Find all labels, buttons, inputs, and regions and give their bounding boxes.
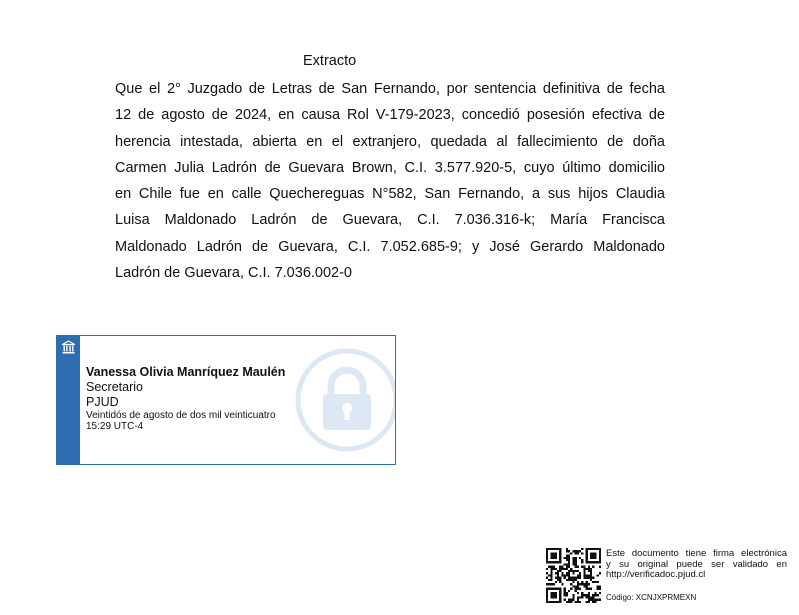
document-body	[115, 76, 665, 286]
verification-url[interactable]: http://verificadoc.pjud.cl	[606, 569, 706, 580]
electronic-signature-box	[56, 335, 396, 465]
signature-details	[86, 365, 386, 432]
verification-note-line: Este documento tiene firma electrónica	[606, 548, 787, 559]
qr-code-icon[interactable]	[546, 548, 601, 603]
signature-date: Veintidós de agosto de dos mil veinticuatro	[86, 410, 276, 421]
verification-note-line: y su original puede ser validado en	[606, 558, 787, 570]
signer-name: Vanessa Olivia Manríquez Maulén	[86, 365, 286, 379]
courthouse-icon	[61, 340, 76, 355]
signer-role: Secretario	[86, 380, 143, 394]
body-line: Ladrón de Guevara, C.I. 7.036.002-0	[115, 265, 352, 282]
body-line: 12 de agosto de 2024, en causa Rol V-179-2023, concedió posesión efectiva de	[115, 107, 665, 124]
body-line: en Chile fue en calle Quechereguas N°582, San Fernando, a sus hijos Claudia	[115, 186, 665, 203]
verification-code: Código: XCNJXPRMEXN	[606, 593, 697, 602]
signer-organization: PJUD	[86, 395, 119, 409]
document-title: Extracto	[303, 53, 357, 69]
signature-time: 15:29 UTC-4	[86, 421, 144, 432]
body-line: Luisa Maldonado Ladrón de Guevara, C.I. 7.036.316-k; María Francisca	[115, 212, 665, 229]
body-line: Carmen Julia Ladrón de Guevara Brown, C.I. 3.577.920-5, cuyo último domicilio	[115, 159, 665, 176]
signature-side-bar	[57, 336, 80, 464]
body-line: Maldonado Ladrón de Guevara, C.I. 7.052.685-9; y José Gerardo Maldonado	[115, 238, 665, 255]
verification-note	[606, 549, 787, 581]
body-line: Que el 2° Juzgado de Letras de San Fernando, por sentencia definitiva de fecha	[115, 81, 665, 97]
body-line: herencia intestada, abierta en el extranjero, quedada al fallecimiento de doña	[115, 133, 665, 150]
